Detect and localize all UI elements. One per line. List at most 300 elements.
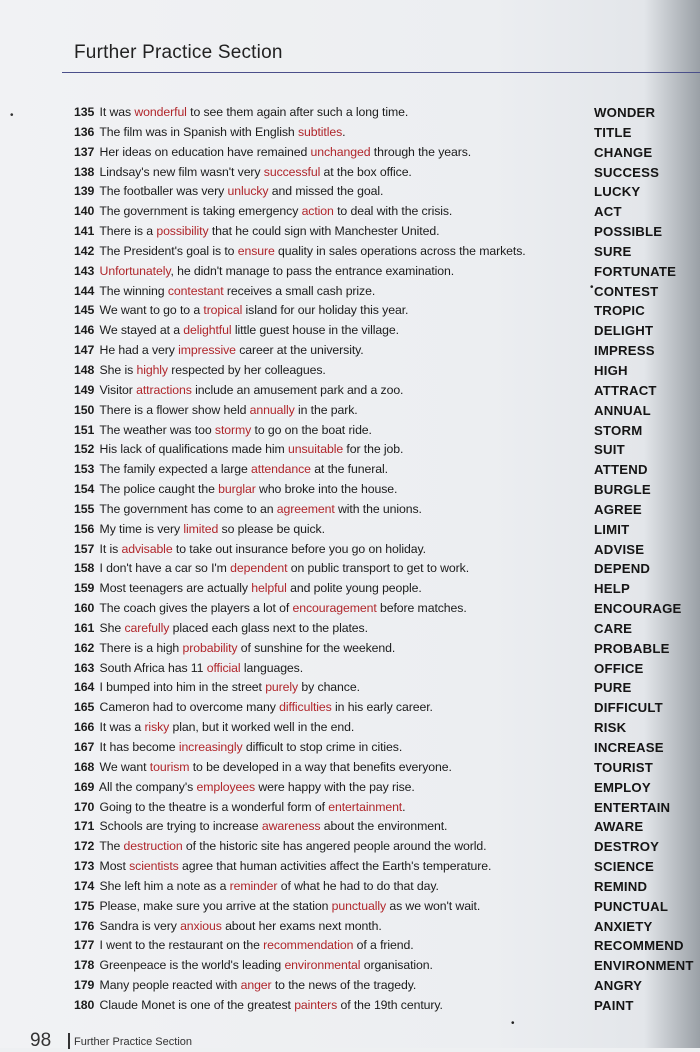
- exercise-number: 165: [74, 700, 95, 715]
- sentence-end: difficult to stop crime in cities.: [242, 740, 403, 754]
- base-word: DEPEND: [594, 561, 651, 577]
- exercise-row: [74, 361, 700, 381]
- sentence-end: career at the university.: [235, 343, 364, 358]
- sentence-end: with the unions.: [334, 501, 422, 516]
- exercise-sentence: [74, 758, 452, 778]
- base-word: FORTUNATE: [594, 263, 677, 279]
- exercise-row: [74, 778, 700, 798]
- exercise-sentence: [74, 182, 383, 202]
- exercise-sentence: [74, 421, 372, 441]
- base-word: OFFICE: [594, 660, 644, 676]
- base-word: STORM: [594, 422, 643, 438]
- exercise-number: 144: [74, 283, 95, 298]
- answer-word: purely: [265, 680, 299, 695]
- exercise-number: 174: [74, 878, 95, 893]
- sentence-start: There is a flower show held: [99, 402, 250, 417]
- margin-dot: •: [10, 110, 14, 121]
- answer-word: unlucky: [227, 184, 269, 199]
- base-word: ADVISE: [594, 541, 645, 557]
- answer-word: employees: [196, 779, 256, 794]
- exercise-number: 162: [74, 640, 95, 655]
- exercise-sentence: [74, 897, 480, 917]
- exercise-row: [74, 401, 700, 421]
- base-word: LIMIT: [594, 521, 630, 537]
- answer-word: Unfortunately: [99, 263, 171, 278]
- exercise-number: 142: [74, 243, 95, 258]
- exercise-number: 136: [74, 124, 95, 139]
- exercise-number: 177: [74, 938, 95, 953]
- exercise-sentence: [74, 242, 526, 262]
- sentence-end: about her exams next month.: [221, 918, 382, 933]
- answer-word: helpful: [251, 581, 287, 596]
- exercise-number: 155: [74, 501, 95, 516]
- answer-word: anger: [240, 978, 272, 993]
- sentence-start: The footballer was very: [99, 184, 228, 199]
- exercise-row: [74, 639, 700, 659]
- exercise-sentence: [74, 202, 452, 222]
- base-word: RECOMMEND: [594, 938, 684, 954]
- base-word: ANXIETY: [594, 918, 653, 934]
- exercise-sentence: [74, 500, 422, 520]
- sentence-end: about the environment.: [320, 819, 448, 834]
- base-word: BURGLE: [594, 482, 651, 498]
- exercise-sentence: [74, 540, 426, 560]
- base-word: LUCKY: [594, 184, 641, 200]
- answer-word: successful: [263, 164, 321, 179]
- answer-word: burglar: [218, 482, 256, 497]
- sentence-start: All the company's: [98, 779, 197, 794]
- answer-word: tropical: [203, 303, 243, 318]
- exercise-sentence: [74, 659, 303, 679]
- exercise-number: 159: [74, 581, 95, 596]
- base-word: PUNCTUAL: [594, 898, 669, 914]
- exercise-row: [74, 242, 700, 262]
- sentence-end: on public transport to get to work.: [287, 561, 470, 576]
- exercise-sentence: [74, 917, 382, 937]
- base-word: ATTEND: [594, 462, 648, 478]
- exercise-row: [74, 976, 700, 996]
- exercise-sentence: [74, 440, 403, 460]
- sentence-end: plan, but it worked well in the end.: [169, 720, 355, 735]
- exercise-number: 156: [74, 521, 95, 536]
- sentence-end: to take out insurance before you go on holiday.: [172, 541, 426, 556]
- exercise-row: [74, 123, 700, 143]
- base-word: ATTRACT: [594, 382, 657, 398]
- base-word: ENVIRONMENT: [594, 958, 694, 974]
- exercise-number: 150: [74, 402, 95, 417]
- sentence-start: Greenpeace is the world's leading: [99, 958, 285, 973]
- exercise-sentence: [74, 222, 439, 242]
- sentence-start: It is: [99, 541, 122, 556]
- page-header: [62, 38, 700, 73]
- sentence-start: She left him a note as a: [99, 878, 230, 893]
- base-word: HIGH: [594, 362, 628, 378]
- exercise-row: [74, 421, 700, 441]
- exercise-row: [74, 500, 700, 520]
- exercise-row: [74, 619, 700, 639]
- sentence-end: at the funeral.: [310, 462, 388, 477]
- sentence-end: and polite young people.: [286, 581, 422, 596]
- base-word: PURE: [594, 680, 632, 696]
- exercise-number: 178: [74, 958, 95, 973]
- exercise-row: [74, 718, 700, 738]
- exercise-row: [74, 817, 700, 837]
- sentence-end: include an amusement park and a zoo.: [191, 382, 404, 397]
- sentence-end: .: [402, 799, 406, 814]
- exercise-row: [74, 559, 700, 579]
- sentence-start: Please, make sure you arrive at the station: [99, 898, 332, 913]
- base-word: CARE: [594, 620, 633, 636]
- answer-word: environmental: [284, 958, 361, 973]
- sentence-start: Schools are trying to increase: [99, 819, 262, 834]
- base-word: ENCOURAGE: [594, 601, 682, 617]
- answer-word: destruction: [123, 839, 183, 854]
- answer-word: dependent: [230, 561, 288, 576]
- base-word: ANNUAL: [594, 402, 651, 418]
- answer-word: probability: [182, 640, 238, 655]
- sentence-start: Claude Monet is one of the greatest: [99, 997, 295, 1012]
- exercise-number: 160: [74, 601, 95, 616]
- answer-word: anxious: [180, 918, 222, 933]
- exercise-number: 146: [74, 323, 95, 338]
- exercise-number: 176: [74, 918, 95, 933]
- exercise-sentence: [74, 282, 375, 302]
- exercise-sentence: [74, 996, 443, 1016]
- sentence-start: I went to the restaurant on the: [99, 938, 264, 953]
- answer-word: unsuitable: [288, 442, 344, 457]
- exercise-sentence: [74, 103, 408, 123]
- exercise-sentence: [74, 301, 408, 321]
- exercise-row: [74, 996, 700, 1016]
- sentence-start: There is a high: [99, 640, 183, 655]
- exercise-number: 148: [74, 362, 95, 377]
- answer-word: carefully: [124, 620, 170, 635]
- exercise-number: 135: [74, 105, 95, 119]
- margin-dot: •: [590, 282, 594, 293]
- exercise-sentence: [74, 698, 433, 718]
- exercise-sentence: [74, 123, 345, 143]
- base-word: PROBABLE: [594, 640, 670, 656]
- base-word: CHANGE: [594, 144, 653, 160]
- exercise-number: 170: [74, 799, 95, 814]
- exercise-sentence: [74, 460, 388, 480]
- sentence-end: that he could sign with Manchester United.: [208, 224, 440, 239]
- exercise-row: [74, 798, 700, 818]
- exercise-sentence: [74, 579, 422, 599]
- sentence-start: South Africa has 11: [99, 660, 207, 675]
- sentence-end: by chance.: [298, 680, 360, 695]
- answer-word: tourism: [149, 759, 190, 774]
- sentence-end: of what he had to do that day.: [277, 878, 439, 893]
- page-title: Further Practice Section: [74, 42, 283, 63]
- exercise-number: 145: [74, 303, 95, 318]
- exercise-row: [74, 877, 700, 897]
- exercise-row: [74, 579, 700, 599]
- exercise-list: [74, 103, 700, 1016]
- exercise-number: 166: [74, 720, 95, 735]
- sentence-end: to the news of the tragedy.: [271, 978, 417, 993]
- sentence-end: of the 19th century.: [337, 997, 443, 1012]
- base-word: IMPRESS: [594, 343, 655, 359]
- sentence-start: Going to the theatre is a wonderful form of: [99, 799, 329, 814]
- sentence-end: at the box office.: [320, 164, 412, 179]
- base-word: POSSIBLE: [594, 224, 663, 240]
- exercise-number: 143: [74, 263, 95, 278]
- sentence-start: We stayed at a: [99, 323, 184, 338]
- exercise-number: 149: [74, 382, 95, 397]
- exercise-number: 169: [74, 779, 95, 794]
- exercise-sentence: [74, 798, 405, 818]
- exercise-row: [74, 698, 700, 718]
- exercise-row: [74, 202, 700, 222]
- base-word: PAINT: [594, 997, 634, 1013]
- base-word: ANGRY: [594, 978, 643, 994]
- exercise-row: [74, 678, 700, 698]
- sentence-start: Lindsay's new film wasn't very: [99, 164, 264, 179]
- exercise-number: 172: [74, 839, 95, 854]
- base-word: HELP: [594, 581, 630, 597]
- base-word: ENTERTAIN: [594, 799, 671, 815]
- exercise-number: 140: [74, 204, 95, 219]
- sentence-end: , he didn't manage to pass the entrance examination.: [170, 263, 455, 278]
- exercise-sentence: [74, 262, 454, 282]
- base-word: SCIENCE: [594, 859, 655, 875]
- exercise-sentence: [74, 619, 368, 639]
- answer-word: highly: [136, 362, 168, 377]
- exercise-number: 171: [74, 819, 95, 834]
- exercise-sentence: [74, 718, 354, 738]
- exercise-sentence: [74, 381, 403, 401]
- exercise-row: [74, 460, 700, 480]
- sentence-end: of sunshine for the weekend.: [237, 640, 396, 655]
- exercise-number: 167: [74, 740, 95, 754]
- sentence-end: to deal with the crisis.: [333, 204, 453, 219]
- sentence-start: I don't have a car so I'm: [99, 561, 231, 576]
- footer-divider: [68, 1033, 70, 1049]
- base-word: DELIGHT: [594, 323, 654, 339]
- sentence-start: The: [99, 839, 124, 854]
- answer-word: scientists: [129, 859, 179, 874]
- exercise-row: [74, 163, 700, 183]
- sentence-end: quality in sales operations across the markets.: [274, 243, 526, 258]
- page-footer: [30, 1030, 330, 1050]
- answer-word: difficulties: [279, 700, 332, 715]
- exercise-row: [74, 143, 700, 163]
- base-word: DIFFICULT: [594, 700, 663, 716]
- exercise-number: 180: [74, 997, 95, 1012]
- sentence-end: of a friend.: [353, 938, 414, 953]
- sentence-end: respected by her colleagues.: [167, 362, 326, 377]
- base-word: AWARE: [594, 819, 644, 835]
- exercise-number: 147: [74, 343, 95, 358]
- exercise-number: 157: [74, 541, 95, 556]
- exercise-number: 139: [74, 184, 95, 199]
- answer-word: subtitles: [297, 124, 343, 139]
- exercise-row: [74, 301, 700, 321]
- sentence-start: Her ideas on education have remained: [99, 144, 311, 159]
- sentence-end: to be developed in a way that benefits everyone.: [189, 759, 452, 774]
- exercise-row: [74, 659, 700, 679]
- exercise-number: 138: [74, 164, 95, 179]
- exercise-sentence: [74, 599, 467, 619]
- sentence-start: Many people reacted with: [99, 978, 241, 993]
- sentence-end: of the historic site has angered people around the world.: [182, 839, 487, 854]
- base-word: WONDER: [594, 105, 656, 120]
- exercise-row: [74, 837, 700, 857]
- answer-word: wonderful: [134, 105, 187, 119]
- sentence-start: He had a very: [99, 343, 179, 358]
- answer-word: action: [301, 204, 334, 219]
- sentence-start: It was a: [99, 720, 145, 735]
- exercise-number: 141: [74, 224, 95, 239]
- exercise-number: 179: [74, 978, 95, 993]
- base-word: RISK: [594, 720, 627, 736]
- exercise-number: 164: [74, 680, 95, 695]
- answer-word: annually: [249, 402, 295, 417]
- exercise-sentence: [74, 857, 491, 877]
- exercise-row: [74, 520, 700, 540]
- sentence-end: were happy with the pay rise.: [255, 779, 415, 794]
- base-word: SUCCESS: [594, 164, 660, 180]
- sentence-end: as we won't wait.: [386, 898, 481, 913]
- page-number: 98: [30, 1030, 52, 1051]
- exercise-row: [74, 936, 700, 956]
- sentence-end: .: [342, 124, 346, 139]
- answer-word: risky: [144, 720, 170, 735]
- exercise-number: 161: [74, 620, 95, 635]
- answer-word: reminder: [229, 878, 278, 893]
- answer-word: ensure: [237, 243, 275, 258]
- sentence-end: through the years.: [370, 144, 472, 159]
- answer-word: contestant: [167, 283, 224, 298]
- exercise-row: [74, 738, 700, 758]
- sentence-start: She: [99, 620, 125, 635]
- exercise-row: [74, 857, 700, 877]
- answer-word: delightful: [183, 323, 232, 338]
- sentence-end: in his early career.: [331, 700, 433, 715]
- sentence-start: The police caught the: [99, 482, 219, 497]
- sentence-end: languages.: [240, 660, 304, 675]
- margin-dot: •: [511, 1018, 515, 1029]
- sentence-start: She is: [99, 362, 137, 377]
- sentence-end: who broke into the house.: [255, 482, 398, 497]
- exercise-sentence: [74, 936, 414, 956]
- answer-word: stormy: [214, 422, 252, 437]
- sentence-start: The film was in Spanish with English: [99, 124, 298, 139]
- sentence-start: Most: [99, 859, 130, 874]
- answer-word: possibility: [156, 224, 209, 239]
- exercise-number: 175: [74, 898, 95, 913]
- sentence-start: Sandra is very: [99, 918, 181, 933]
- sentence-start: Cameron had to overcome many: [99, 700, 280, 715]
- answer-word: official: [206, 660, 241, 675]
- exercise-number: 152: [74, 442, 95, 457]
- answer-word: attractions: [136, 382, 192, 397]
- exercise-row: [74, 758, 700, 778]
- exercise-row: [74, 381, 700, 401]
- sentence-start: The weather was too: [99, 422, 215, 437]
- sentence-start: The family expected a large: [99, 462, 252, 477]
- sentence-end: organisation.: [360, 958, 433, 973]
- exercise-number: 153: [74, 462, 95, 477]
- sentence-end: before matches.: [376, 601, 467, 616]
- answer-word: punctually: [331, 898, 387, 913]
- exercise-sentence: [74, 817, 447, 837]
- sentence-start: It was: [99, 105, 135, 119]
- base-word: SURE: [594, 243, 632, 259]
- exercise-row: [74, 222, 700, 242]
- answer-word: unchanged: [310, 144, 371, 159]
- exercise-sentence: [74, 559, 469, 579]
- exercise-sentence: [74, 956, 433, 976]
- footer-section-title: Further Practice Section: [74, 1036, 192, 1048]
- exercise-number: 154: [74, 482, 95, 497]
- sentence-end: island for our holiday this year.: [242, 303, 409, 318]
- base-word: DESTROY: [594, 839, 660, 855]
- sentence-start: We want: [99, 759, 150, 774]
- exercise-row: [74, 262, 700, 282]
- exercise-sentence: [74, 321, 399, 341]
- exercise-sentence: [74, 341, 364, 361]
- exercise-sentence: [74, 520, 325, 540]
- base-word: TITLE: [594, 124, 632, 140]
- exercise-sentence: [74, 976, 416, 996]
- answer-word: entertainment: [328, 799, 403, 814]
- sentence-start: We want to go to a: [99, 303, 204, 318]
- base-word: SUIT: [594, 442, 625, 458]
- exercise-sentence: [74, 738, 402, 758]
- exercise-row: [74, 599, 700, 619]
- sentence-start: The President's goal is to: [99, 243, 238, 258]
- exercise-row: [74, 917, 700, 937]
- sentence-end: and missed the goal.: [268, 184, 384, 199]
- exercise-sentence: [74, 778, 415, 798]
- exercise-sentence: [74, 480, 397, 500]
- exercise-sentence: [74, 678, 360, 698]
- sentence-start: There is a: [99, 224, 157, 239]
- sentence-start: I bumped into him in the street: [99, 680, 266, 695]
- sentence-end: for the job.: [343, 442, 404, 457]
- exercise-row: [74, 956, 700, 976]
- exercise-number: 151: [74, 422, 95, 437]
- exercise-row: [74, 103, 700, 123]
- exercise-sentence: [74, 163, 412, 183]
- exercise-row: [74, 480, 700, 500]
- base-word: TROPIC: [594, 303, 646, 319]
- base-word: TOURIST: [594, 759, 654, 775]
- answer-word: encouragement: [292, 601, 377, 616]
- exercise-number: 168: [74, 759, 95, 774]
- sentence-end: receives a small cash prize.: [223, 283, 376, 298]
- exercise-sentence: [74, 837, 486, 857]
- answer-word: impressive: [178, 343, 236, 358]
- sentence-start: The coach gives the players a lot of: [99, 601, 293, 616]
- exercise-sentence: [74, 877, 439, 897]
- exercise-number: 173: [74, 859, 95, 874]
- answer-word: painters: [294, 997, 338, 1012]
- sentence-end: agree that human activities affect the Earth's temperature.: [178, 859, 492, 874]
- sentence-end: to go on the boat ride.: [251, 422, 372, 437]
- answer-word: increasingly: [178, 740, 243, 754]
- answer-word: awareness: [261, 819, 321, 834]
- answer-word: attendance: [251, 462, 311, 477]
- answer-word: advisable: [121, 541, 173, 556]
- answer-word: limited: [183, 521, 219, 536]
- base-word: REMIND: [594, 878, 648, 894]
- exercise-sentence: [74, 361, 326, 381]
- exercise-number: 163: [74, 660, 95, 675]
- base-word: CONTEST: [594, 283, 659, 299]
